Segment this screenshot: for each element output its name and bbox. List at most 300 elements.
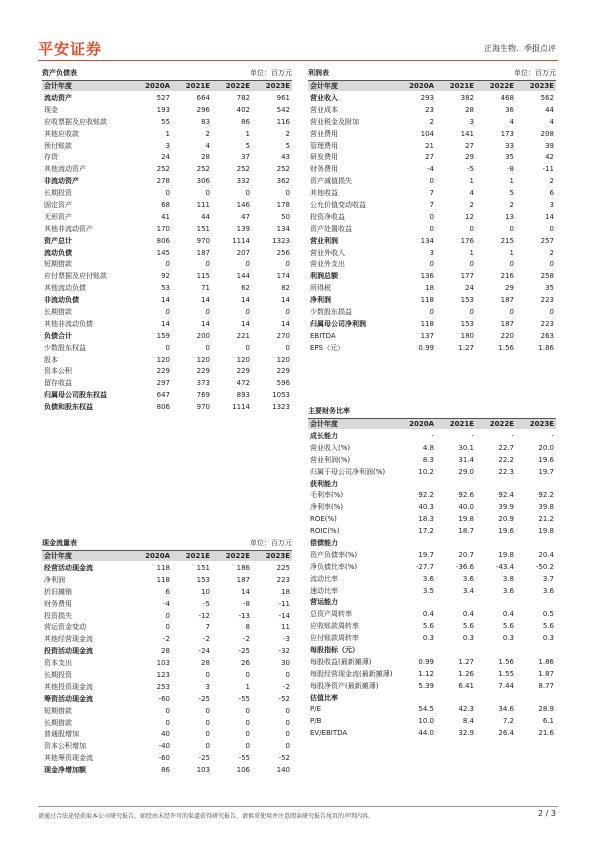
row-value: 0 bbox=[429, 260, 434, 269]
row-value: 225 bbox=[276, 563, 290, 572]
row-value: 0 bbox=[285, 730, 290, 739]
row-value: -25 bbox=[198, 754, 210, 763]
row-value: 53 bbox=[161, 284, 170, 293]
row-value: 10 bbox=[201, 587, 210, 596]
row-value: 86 bbox=[161, 766, 170, 775]
row-value: 472 bbox=[236, 379, 250, 388]
row-value: 1.56 bbox=[498, 657, 514, 666]
row-value: 39.9 bbox=[498, 503, 514, 512]
row-value: 17.2 bbox=[418, 527, 434, 536]
row-value: 4 bbox=[549, 117, 554, 126]
row-value: 3.4 bbox=[462, 586, 474, 595]
row-value: -52 bbox=[278, 754, 290, 763]
column-header-year: 2020A bbox=[409, 82, 434, 90]
row-value: 0 bbox=[549, 224, 554, 233]
row-value: 257 bbox=[540, 236, 554, 245]
cash-flow-title: 现金流量表 bbox=[42, 539, 77, 547]
row-value: 13 bbox=[505, 212, 514, 221]
row-label: 非流动资产 bbox=[44, 177, 79, 186]
table-row bbox=[308, 644, 556, 656]
row-value: 18 bbox=[281, 587, 290, 596]
row-value: 29 bbox=[505, 284, 514, 293]
row-value: 297 bbox=[156, 379, 170, 388]
table-row bbox=[42, 586, 292, 598]
table-row bbox=[42, 199, 292, 211]
row-value: 40.0 bbox=[458, 503, 474, 512]
table-row bbox=[308, 478, 556, 490]
cash-flow-unit: 单位：百万元 bbox=[250, 539, 292, 547]
row-label: 留存收益 bbox=[44, 379, 72, 388]
row-value: 1323 bbox=[272, 403, 290, 412]
row-value: 18.3 bbox=[418, 515, 434, 524]
row-value: 174 bbox=[276, 272, 290, 281]
row-label: 固定资产 bbox=[44, 200, 72, 209]
row-value: 1.87 bbox=[538, 669, 554, 678]
row-value: 1.27 bbox=[458, 343, 474, 352]
row-value: 92.2 bbox=[538, 491, 554, 500]
row-value: 2 bbox=[509, 200, 514, 209]
row-value: 8.77 bbox=[538, 681, 554, 690]
table-row bbox=[308, 330, 556, 342]
row-label: 偿债能力 bbox=[310, 538, 338, 547]
table-row bbox=[308, 318, 556, 330]
row-value: 24 bbox=[161, 153, 170, 162]
row-value: 0.4 bbox=[422, 610, 434, 619]
row-value: 252 bbox=[276, 165, 290, 174]
row-value: 14 bbox=[161, 296, 170, 305]
table-row bbox=[308, 223, 556, 235]
table-row bbox=[308, 668, 556, 680]
row-label: 归属母公司净利润 bbox=[310, 319, 366, 328]
row-value: 31.4 bbox=[458, 455, 474, 464]
row-label: P/E bbox=[310, 705, 322, 714]
table-row bbox=[308, 128, 556, 140]
row-label: 短期借款 bbox=[44, 260, 72, 269]
row-value: 1.56 bbox=[498, 343, 514, 352]
table-row bbox=[308, 680, 556, 692]
table-row bbox=[42, 282, 292, 294]
row-value: - bbox=[471, 431, 474, 440]
row-label: 应收账款周转率 bbox=[310, 622, 359, 631]
row-label: 营业外收入 bbox=[310, 248, 345, 257]
row-label: 流动资产 bbox=[44, 93, 72, 102]
row-value: 21.6 bbox=[538, 729, 554, 738]
row-value: 0 bbox=[549, 260, 554, 269]
row-value: 40 bbox=[161, 730, 170, 739]
row-value: 229 bbox=[156, 367, 170, 376]
row-value: 306 bbox=[196, 177, 210, 186]
table-row bbox=[42, 681, 292, 693]
row-value: 5 bbox=[285, 141, 290, 150]
table-row bbox=[42, 247, 292, 259]
row-value: 118 bbox=[420, 319, 434, 328]
financial-ratios-header bbox=[308, 418, 556, 429]
table-row bbox=[308, 454, 556, 466]
table-row bbox=[308, 489, 556, 501]
table-row bbox=[42, 365, 292, 377]
row-label: 资产总计 bbox=[44, 236, 72, 245]
table-row bbox=[42, 294, 292, 306]
row-value: 270 bbox=[276, 331, 290, 340]
row-value: 5 bbox=[245, 141, 250, 150]
row-value: 0 bbox=[165, 706, 170, 715]
row-label: 净利润 bbox=[310, 296, 331, 305]
row-value: 208 bbox=[540, 129, 554, 138]
row-value: 19.8 bbox=[538, 527, 554, 536]
row-value: 223 bbox=[276, 575, 290, 584]
row-value: 24 bbox=[465, 284, 474, 293]
row-value: 0 bbox=[205, 742, 210, 751]
header-divider bbox=[38, 60, 558, 61]
table-row bbox=[42, 610, 292, 622]
column-header-year: 2021E bbox=[449, 420, 474, 428]
row-value: 215 bbox=[500, 236, 514, 245]
row-label: 筹资活动现金流 bbox=[44, 694, 93, 703]
row-value: 92 bbox=[161, 272, 170, 281]
row-value: 3.6 bbox=[462, 574, 474, 583]
row-label: 短期借款 bbox=[44, 706, 72, 715]
row-value: 0 bbox=[205, 343, 210, 352]
row-value: 1.55 bbox=[498, 669, 514, 678]
row-label: EBITDA bbox=[310, 331, 336, 340]
row-value: 1.26 bbox=[458, 669, 474, 678]
table-row bbox=[308, 92, 556, 104]
table-row bbox=[308, 596, 556, 608]
row-value: 141 bbox=[460, 129, 474, 138]
row-label: 所得税 bbox=[310, 284, 331, 293]
row-label: 营业利润(%) bbox=[310, 455, 351, 464]
row-value: 33 bbox=[505, 141, 514, 150]
row-value: 144 bbox=[236, 272, 250, 281]
table-row bbox=[42, 151, 292, 163]
row-label: EPS（元） bbox=[310, 343, 345, 352]
row-value: 332 bbox=[236, 177, 250, 186]
row-value: 14 bbox=[201, 296, 210, 305]
row-label: 营业利润 bbox=[310, 236, 338, 245]
row-value: 252 bbox=[236, 165, 250, 174]
row-value: 11 bbox=[281, 623, 290, 632]
row-value: 151 bbox=[196, 224, 210, 233]
row-value: 293 bbox=[420, 93, 434, 102]
table-row bbox=[42, 342, 292, 354]
row-value: 8.4 bbox=[462, 717, 474, 726]
row-value: 42.3 bbox=[458, 705, 474, 714]
row-value: 14 bbox=[241, 319, 250, 328]
row-label: 股本 bbox=[44, 355, 58, 364]
row-value: -8 bbox=[243, 599, 250, 608]
table-row bbox=[42, 752, 292, 764]
row-value: 47 bbox=[241, 212, 250, 221]
row-value: 0 bbox=[245, 718, 250, 727]
row-value: 40.3 bbox=[418, 503, 434, 512]
row-value: 30 bbox=[281, 659, 290, 668]
table-row bbox=[308, 306, 556, 318]
table-row bbox=[42, 116, 292, 128]
row-value: 62 bbox=[241, 284, 250, 293]
table-row bbox=[308, 537, 556, 549]
row-value: 0 bbox=[469, 224, 474, 233]
row-value: 86 bbox=[241, 117, 250, 126]
row-value: 0 bbox=[549, 307, 554, 316]
row-value: 22.3 bbox=[498, 467, 514, 476]
row-value: 20.4 bbox=[538, 550, 554, 559]
row-label: 营业费用 bbox=[310, 129, 338, 138]
row-value: 0 bbox=[165, 260, 170, 269]
row-value: 3.8 bbox=[502, 574, 514, 583]
row-value: 21.2 bbox=[538, 515, 554, 524]
row-value: 92.6 bbox=[458, 491, 474, 500]
row-value: 893 bbox=[236, 391, 250, 400]
balance-sheet-table bbox=[42, 68, 292, 468]
row-value: 176 bbox=[460, 236, 474, 245]
column-header-year: 2022E bbox=[225, 552, 250, 560]
row-value: 170 bbox=[156, 224, 170, 233]
row-value: -36.6 bbox=[455, 562, 474, 571]
table-row bbox=[42, 92, 292, 104]
table-row bbox=[308, 199, 556, 211]
row-value: 186 bbox=[236, 563, 250, 572]
row-value: 6.41 bbox=[458, 681, 474, 690]
table-row bbox=[42, 163, 292, 175]
column-header-year: 2020A bbox=[145, 82, 170, 90]
row-label: 其他非流动资产 bbox=[44, 224, 93, 233]
row-value: 220 bbox=[500, 331, 514, 340]
row-label: 其他流动资产 bbox=[44, 165, 86, 174]
row-value: 43 bbox=[281, 153, 290, 162]
row-value: 5.6 bbox=[542, 622, 554, 631]
column-header-year: 2021E bbox=[185, 552, 210, 560]
row-value: 0 bbox=[245, 307, 250, 316]
table-row bbox=[42, 377, 292, 389]
row-value: 806 bbox=[156, 403, 170, 412]
row-value: 55 bbox=[161, 117, 170, 126]
row-value: -5 bbox=[203, 599, 210, 608]
table-row bbox=[42, 330, 292, 342]
row-value: 2 bbox=[429, 117, 434, 126]
row-label: 存货 bbox=[44, 153, 58, 162]
row-value: 527 bbox=[156, 93, 170, 102]
table-row bbox=[308, 573, 556, 585]
row-value: -43.4 bbox=[495, 562, 514, 571]
row-label: 投资损失 bbox=[44, 611, 72, 620]
row-label: 归属于母公司净利润(%) bbox=[310, 467, 386, 476]
row-value: 54.5 bbox=[418, 705, 434, 714]
table-row bbox=[308, 656, 556, 668]
row-value: 596 bbox=[276, 379, 290, 388]
row-label: 净利润 bbox=[44, 575, 65, 584]
row-label: 资本支出 bbox=[44, 659, 72, 668]
row-value: 970 bbox=[196, 403, 210, 412]
row-value: 173 bbox=[500, 129, 514, 138]
table-row bbox=[308, 632, 556, 644]
row-value: 120 bbox=[156, 355, 170, 364]
row-value: 4 bbox=[509, 117, 514, 126]
row-value: -3 bbox=[283, 635, 290, 644]
row-value: 0 bbox=[165, 307, 170, 316]
row-value: 0 bbox=[429, 224, 434, 233]
row-value: 263 bbox=[540, 331, 554, 340]
table-row bbox=[308, 466, 556, 478]
column-header-year: 2021E bbox=[185, 82, 210, 90]
row-value: 3.6 bbox=[422, 574, 434, 583]
row-value: 0.3 bbox=[422, 634, 434, 643]
row-value: 118 bbox=[420, 296, 434, 305]
row-label: 现金净增加额 bbox=[44, 766, 86, 775]
table-row bbox=[308, 270, 556, 282]
financial-ratios-title: 主要财务比率 bbox=[308, 407, 350, 415]
row-value: 41 bbox=[161, 212, 170, 221]
row-value: 5 bbox=[509, 189, 514, 198]
row-value: 153 bbox=[460, 319, 474, 328]
row-value: 0.4 bbox=[462, 610, 474, 619]
row-value: -55 bbox=[238, 754, 250, 763]
row-value: 0 bbox=[205, 730, 210, 739]
table-row bbox=[42, 318, 292, 330]
row-label: ROIC(%) bbox=[310, 527, 340, 536]
row-label: 其他非流动负债 bbox=[44, 319, 93, 328]
row-value: -2 bbox=[243, 635, 250, 644]
row-value: 7 bbox=[429, 200, 434, 209]
row-value: 468 bbox=[500, 93, 514, 102]
table-row bbox=[308, 116, 556, 128]
row-value: 14 bbox=[241, 587, 250, 596]
row-value: 782 bbox=[236, 93, 250, 102]
row-value: 146 bbox=[236, 200, 250, 209]
row-label: 归属母公司股东权益 bbox=[44, 391, 107, 400]
row-value: -14 bbox=[278, 611, 290, 620]
row-value: 0.3 bbox=[542, 634, 554, 643]
row-value: 18.7 bbox=[458, 527, 474, 536]
row-value: 35 bbox=[545, 284, 554, 293]
row-value: -13 bbox=[238, 611, 250, 620]
row-value: 23 bbox=[425, 105, 434, 114]
row-label: 长期借款 bbox=[44, 718, 72, 727]
row-value: 71 bbox=[201, 284, 210, 293]
row-value: 103 bbox=[196, 766, 210, 775]
row-label: 长期投资 bbox=[44, 670, 72, 679]
column-header-label: 会计年度 bbox=[44, 82, 72, 90]
row-value: 0 bbox=[245, 706, 250, 715]
table-row bbox=[42, 306, 292, 318]
table-row bbox=[308, 715, 556, 727]
row-value: 32.9 bbox=[458, 729, 474, 738]
row-value: 769 bbox=[196, 391, 210, 400]
row-value: 0 bbox=[469, 260, 474, 269]
row-value: 19.6 bbox=[498, 527, 514, 536]
row-value: 562 bbox=[540, 93, 554, 102]
row-value: 207 bbox=[236, 248, 250, 257]
column-header-year: 2022E bbox=[489, 82, 514, 90]
row-value: 0 bbox=[205, 307, 210, 316]
row-value: 153 bbox=[196, 575, 210, 584]
row-value: 0 bbox=[509, 260, 514, 269]
row-value: 0 bbox=[165, 189, 170, 198]
row-value: 229 bbox=[236, 367, 250, 376]
row-label: 每股收益(最新摊薄) bbox=[310, 657, 372, 666]
row-value: 0 bbox=[285, 742, 290, 751]
table-row bbox=[42, 235, 292, 247]
row-value: 145 bbox=[156, 248, 170, 257]
row-label: 研发费用 bbox=[310, 153, 338, 162]
row-value: 14 bbox=[241, 296, 250, 305]
row-value: 21 bbox=[425, 141, 434, 150]
row-value: 221 bbox=[236, 331, 250, 340]
row-value: 0 bbox=[245, 260, 250, 269]
table-row bbox=[308, 513, 556, 525]
row-label: 估值比率 bbox=[310, 693, 338, 702]
row-label: EV/EBITDA bbox=[310, 729, 348, 738]
income-statement-header bbox=[308, 80, 556, 91]
income-statement-table bbox=[308, 68, 556, 398]
row-label: 长期投资 bbox=[44, 189, 72, 198]
table-row bbox=[42, 128, 292, 140]
table-row bbox=[42, 764, 292, 776]
row-value: 278 bbox=[156, 177, 170, 186]
financial-ratios-rows bbox=[308, 430, 556, 739]
row-value: 0 bbox=[205, 718, 210, 727]
row-value: 29 bbox=[465, 153, 474, 162]
row-value: 296 bbox=[196, 105, 210, 114]
balance-sheet-header bbox=[42, 80, 292, 91]
row-value: 2 bbox=[549, 177, 554, 186]
row-value: 542 bbox=[276, 105, 290, 114]
row-value: 103 bbox=[156, 659, 170, 668]
row-label: 其他收益 bbox=[310, 189, 338, 198]
row-value: 19.7 bbox=[538, 467, 554, 476]
row-value: 28 bbox=[201, 659, 210, 668]
row-value: 3 bbox=[549, 200, 554, 209]
table-row bbox=[42, 187, 292, 199]
row-label: 流动比率 bbox=[310, 574, 338, 583]
row-value: 252 bbox=[156, 165, 170, 174]
row-value: 216 bbox=[500, 272, 514, 281]
row-label: 获利能力 bbox=[310, 479, 338, 488]
table-row bbox=[42, 657, 292, 669]
company-logo: 平安证券 bbox=[38, 40, 103, 58]
row-value: 29.0 bbox=[458, 467, 474, 476]
row-value: 1.86 bbox=[538, 343, 554, 352]
row-value: -55 bbox=[238, 694, 250, 703]
row-value: 3.6 bbox=[502, 586, 514, 595]
report-subtitle: 正海生物．季报点评 bbox=[484, 44, 556, 53]
row-value: -60 bbox=[158, 694, 170, 703]
column-header-label: 会计年度 bbox=[44, 552, 72, 560]
row-value: -2 bbox=[203, 635, 210, 644]
page-number: 2 / 3 bbox=[538, 809, 556, 818]
row-value: 118 bbox=[156, 563, 170, 572]
row-label: 预付账款 bbox=[44, 141, 72, 150]
table-row bbox=[42, 401, 292, 413]
row-label: 总资产周转率 bbox=[310, 610, 352, 619]
column-header-year: 2022E bbox=[489, 420, 514, 428]
table-row bbox=[308, 430, 556, 442]
row-label: 营业成本 bbox=[310, 105, 338, 114]
column-header-year: 2020A bbox=[145, 552, 170, 560]
row-value: 187 bbox=[196, 248, 210, 257]
column-header-year: 2021E bbox=[449, 82, 474, 90]
row-value: 14 bbox=[281, 296, 290, 305]
row-label: 长期借款 bbox=[44, 307, 72, 316]
row-value: 28.9 bbox=[538, 705, 554, 714]
row-value: -40 bbox=[158, 742, 170, 751]
row-value: 4 bbox=[469, 189, 474, 198]
row-value: -25 bbox=[238, 647, 250, 656]
row-value: 27 bbox=[425, 153, 434, 162]
table-row bbox=[308, 294, 556, 306]
row-value: -2 bbox=[283, 682, 290, 691]
row-label: 应付票据及应付账款 bbox=[44, 272, 107, 281]
row-value: 28 bbox=[465, 105, 474, 114]
